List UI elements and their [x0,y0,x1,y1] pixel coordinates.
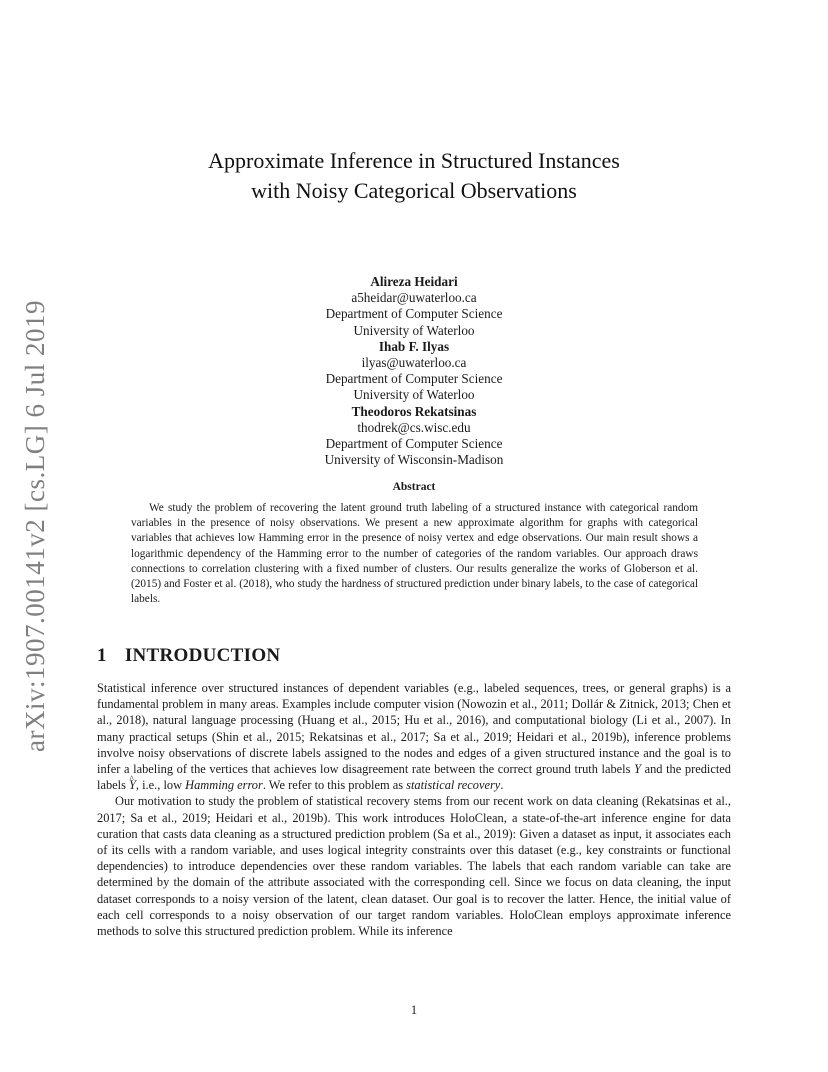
math-variable-y: Y [634,762,641,777]
section-number: 1 [97,645,107,666]
intro-text-segment: . [500,778,504,793]
title-line-1: Approximate Inference in Structured Instances [208,148,620,173]
title-line-2: with Noisy Categorical Observations [251,178,577,203]
emphasis-statistical-recovery: statistical recovery [406,778,501,793]
abstract-text: We study the problem of recovering the latent ground truth labeling of a structured instance with categorical random variables in the presence of noisy observations. We present a new approximate algorithm for graphs with categorical variables that achieves low Hamming error in the presence of noisy vertex and edge observations. Our main result shows a logarithmic dependency of the Hamming error to the number of categories of the random variables. Our approach draws connections to correlation clustering with a fixed number of clusters. Our results generalize the works of Globerson et al. (2015) and Foster et al. (2018), who study the hardness of structured prediction under binary labels, to the case of categorical labels. [131,502,698,606]
intro-text-segment: . We refer to this problem as [262,778,404,793]
author-email: thodrek@cs.wisc.edu [357,419,471,435]
author-block [0,274,828,468]
intro-text-segment: , i.e., low [135,778,183,793]
author-email: a5heidar@uwaterloo.ca [351,290,477,306]
author-email: ilyas@uwaterloo.ca [361,355,467,371]
emphasis-hamming-error: Hamming error [185,778,263,793]
section-title: INTRODUCTION [124,645,281,666]
paper-title [0,146,828,206]
math-variable-yhat: ^ Y [129,777,136,793]
intro-paragraph-1 [97,680,731,793]
introduction-body [97,680,731,939]
author-university: University of Wisconsin-Madison [324,452,504,468]
author-name: Alireza Heidari [370,274,458,289]
arxiv-identifier: arXiv:1907.00141v2 [cs.LG] 6 Jul 2019 [20,300,50,752]
author-department: Department of Computer Science [325,306,503,322]
author-university: University of Waterloo [353,387,475,403]
section-heading [97,645,280,667]
author-name: Theodoros Rekatsinas [351,403,477,419]
author-university: University of Waterloo [353,322,475,338]
abstract-heading: Abstract [392,481,436,493]
page-number: 1 [410,1003,418,1017]
author-department: Department of Computer Science [325,436,503,452]
intro-text-segment: and the predicted labels [97,762,731,793]
intro-paragraph-2: Our motivation to study the problem of statistical recovery stems from our recent work on data cleaning (Rekatsinas et al., 2017; Sa et al., 2019; Heidari et al., 2019b). This work introduces HoloClean, a state-of-the-art inference engine for data curation that casts data cleaning as a structured prediction problem (Sa et al., 2019): Given a dataset as input, it associates each of its cells with a random variable, and uses logical integrity constraints over this dataset (e.g., key constraints or functional dependencies) to introduce dependencies over these random variables. The labels that each random variable can take are determined by the domain of the attribute associated with the corresponding cell. Since we focus on data cleaning, the input dataset corresponds to a noisy version of the latent, clean dataset. Our goal is to recover the latter. Hence, the initial value of each cell corresponds to a noisy observation of our target random variables. HoloClean employs approximate inference methods to solve this structured prediction problem. While its inference [97,794,731,939]
author-name: Ihab F. Ilyas [378,338,450,354]
intro-text-segment: Statistical inference over structured instances of dependent variables (e.g., labeled sequences, trees, or general graphs) is a fundamental problem in many areas. Examples include computer vision (Nowozin et al., 2011; Dollár & Zitnick, 2013; Chen et al., 2018), natural language processing (Huang et al., 2015; Hu et al., 2016), and computational biology (Li et al., 2007). In many practical setups (Shin et al., 2015; Rekatsinas et al., 2017; Sa et al., 2019; Heidari et al., 2019b), inference problems involve noisy observations of discrete labels assigned to the nodes and edges of a given structured instance and the goal is to infer a labeling of the vertices that achieves low disagreement rate between the correct ground truth labels [97,681,731,777]
author-department: Department of Computer Science [325,371,503,387]
